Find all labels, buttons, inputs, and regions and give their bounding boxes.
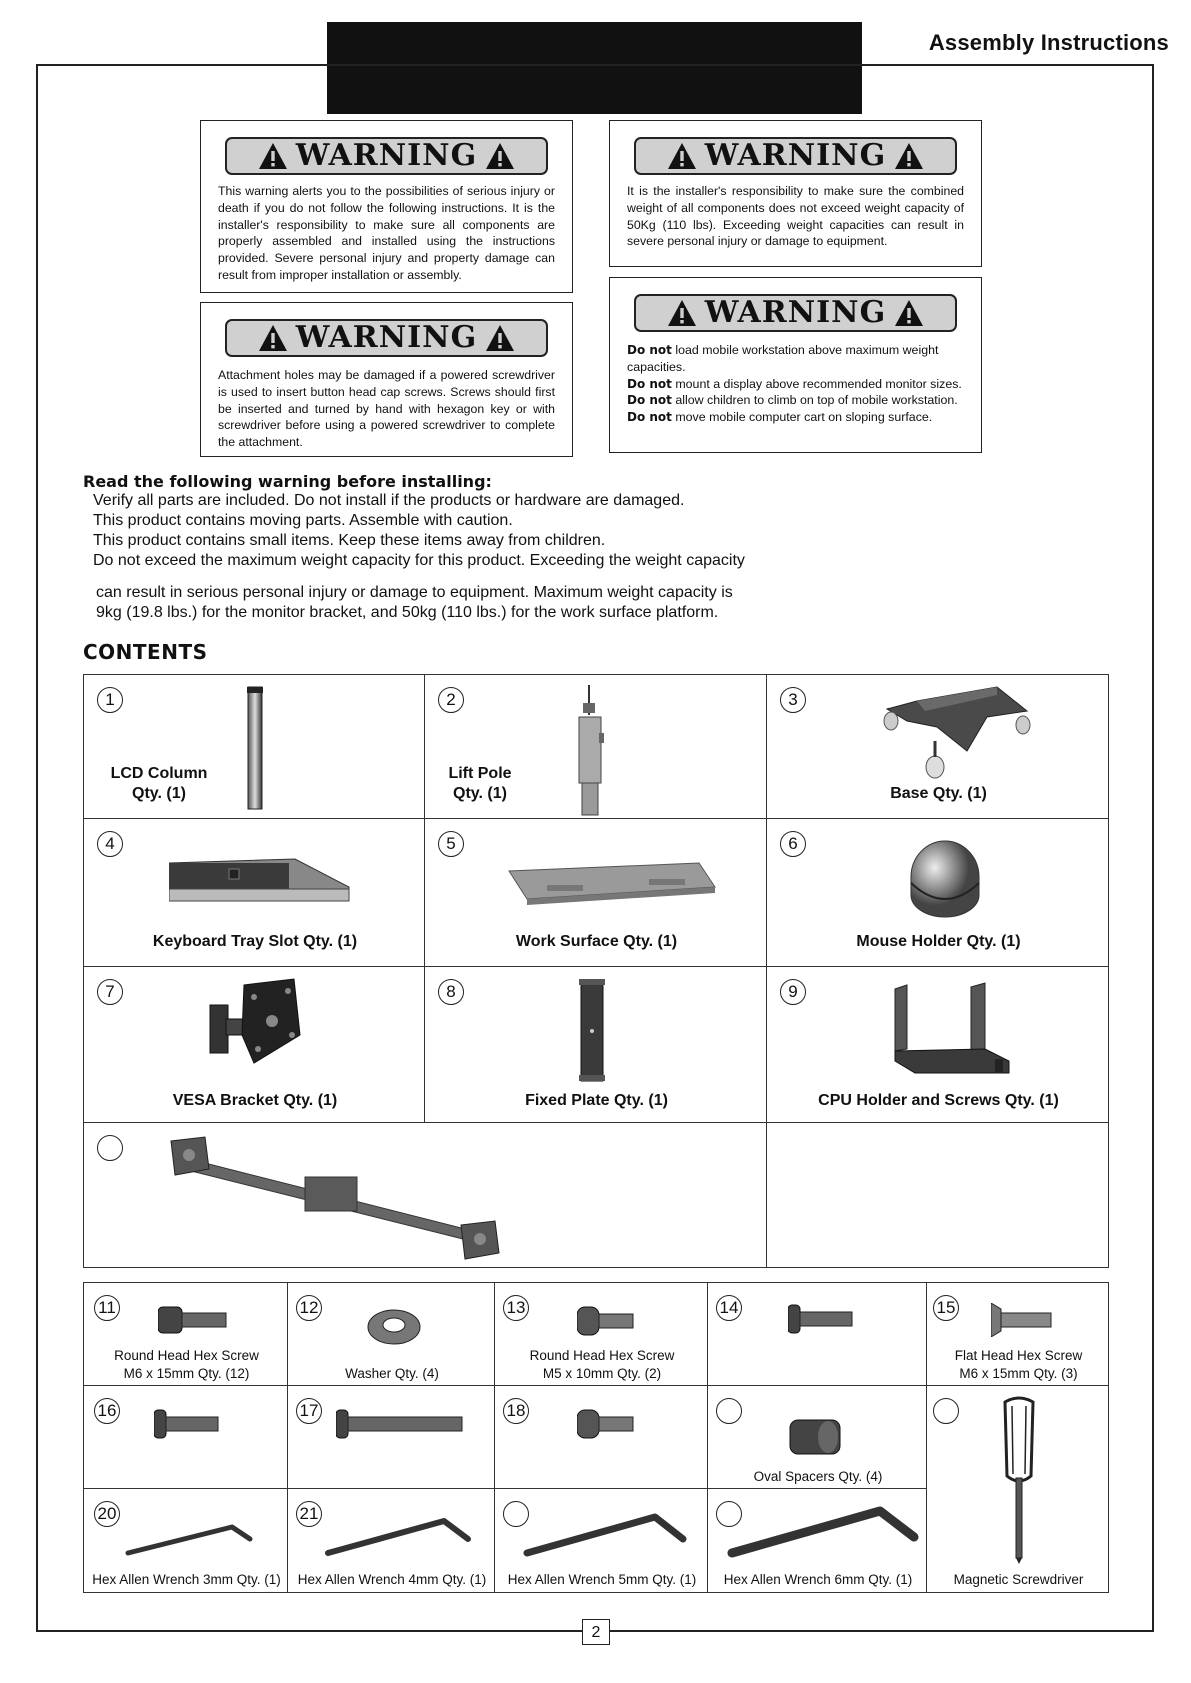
hardware-cell-23 [707,1488,927,1593]
cpu-holder-image [885,979,1015,1079]
hardware-cell-22 [494,1488,708,1593]
part-cell-6 [766,818,1109,967]
hex-wrench-image [724,1501,924,1563]
hardware-name: Round Head Hex Screw [114,1348,259,1363]
hardware-name: Flat Head Hex Screw [954,1348,1083,1363]
hex-wrench-image [324,1513,474,1559]
warning-heading: WARNING [704,295,887,330]
hardware-number: 14 [716,1295,742,1321]
part-qty: Qty. (1) [132,785,186,802]
part-cell-3 [766,674,1109,819]
hardware-qty: Hex Allen Wrench 6mm Qty. (1) [723,1572,913,1587]
hardware-number: 16 [94,1398,120,1424]
warning-heading: WARNING [704,138,887,173]
part-number: 4 [97,831,123,857]
warning-triangle-icon [894,142,924,170]
warning-box-1 [200,120,573,293]
hardware-number: 17 [296,1398,322,1424]
round-head-screw-image [577,1408,637,1440]
warning-banner [634,294,957,332]
button-head-screw-image [154,1408,224,1440]
hex-wrench-image [521,1507,691,1561]
hardware-qty: Hex Allen Wrench 3mm Qty. (1) [92,1572,281,1587]
part-label: Mouse Holder Qty. (1) [856,933,1021,950]
part-number: 6 [780,831,806,857]
round-head-screw-image [158,1305,230,1335]
hardware-cell-19 [707,1385,927,1489]
hardware-number [933,1398,959,1424]
hardware-number: 18 [503,1398,529,1424]
warning-item: Do not load mobile workstation above maximum weight capacities. [627,343,939,374]
part-label: Fixed Plate Qty. (1) [525,1092,668,1109]
warning-heading: WARNING [295,138,478,173]
hardware-cell-20 [83,1488,288,1593]
warning-text: This warning alerts you to the possibilities of serious injury or death if you do not follow the following instructions. It is the installer's responsibility to make sure all components are properly assembled and installed using the instructions provided. Severe personal injury and property damage can result from improper installation or assembly. [218,184,555,282]
screwdriver-image [997,1396,1041,1566]
part-label: VESA Bracket Qty. (1) [172,1092,338,1109]
washer-image [364,1307,424,1347]
mouse-holder-image [905,835,985,921]
part-cell-9 [766,966,1109,1123]
part-number: 9 [780,979,806,1005]
part-cell-7 [83,966,425,1123]
read-line: Do not exceed the maximum weight capacity for this product. Exceeding the weight capacity [93,552,745,569]
read-line: Verify all parts are included. Do not install if the products or hardware are damaged. [93,492,685,509]
button-head-screw-image [788,1303,858,1335]
hardware-cell-screwdriver [926,1385,1109,1593]
part-cell-1 [83,674,425,819]
fixed-plate-image [577,979,607,1083]
hardware-number: 11 [94,1295,120,1321]
part-label: CPU Holder and Screws Qty. (1) [818,1092,1059,1109]
hardware-number: 21 [296,1501,322,1527]
part-label: Base Qty. (1) [890,785,987,802]
part-number: 1 [97,687,123,713]
warning-banner [225,319,548,357]
read-line: can result in serious personal injury or damage to equipment. Maximum weight capacity is [96,584,733,601]
hardware-cell-13 [494,1282,708,1386]
read-line: This product contains moving parts. Assemble with caution. [93,512,513,529]
hardware-qty: Hex Allen Wrench 5mm Qty. (1) [507,1572,697,1587]
hardware-qty: M5 x 10mm Qty. (2) [542,1366,662,1381]
lift-pole-image [571,685,611,817]
round-head-screw-image [577,1305,637,1337]
work-surface-image [499,859,719,909]
part-number: 7 [97,979,123,1005]
empty-cell [766,1122,1109,1268]
warning-triangle-icon [485,324,515,352]
part-name: LCD Column [110,765,208,782]
warning-list [627,342,969,426]
warning-banner [634,137,957,175]
part-cell-8 [424,966,767,1123]
hardware-cell-17 [287,1385,495,1489]
hardware-number [716,1398,742,1424]
part-cell-5 [424,818,767,967]
dual-monitor-arm-image [169,1135,519,1263]
warning-item: Do not move mobile computer cart on sloping surface. [627,410,933,425]
warning-heading: WARNING [295,320,478,355]
warning-triangle-icon [667,142,697,170]
hardware-number: 12 [296,1295,322,1321]
hardware-cell-11 [83,1282,288,1386]
long-screw-image [336,1408,466,1440]
warning-banner [225,137,548,175]
lcd-column-image [244,685,268,813]
warning-box-4 [609,277,982,453]
warning-triangle-icon [258,324,288,352]
warning-item: Do not mount a display above recommended monitor sizes. [627,376,962,391]
warning-triangle-icon [894,299,924,327]
hardware-qty: Magnetic Screwdriver [953,1572,1084,1587]
hardware-qty: M6 x 15mm Qty. (12) [123,1366,250,1381]
hardware-qty: M6 x 15mm Qty. (3) [959,1366,1078,1381]
keyboard-tray-slot-image [169,857,369,909]
hardware-qty: Hex Allen Wrench 4mm Qty. (1) [297,1572,487,1587]
hex-wrench-image [124,1519,254,1559]
hardware-number: 20 [94,1501,120,1527]
part-number: 3 [780,687,806,713]
part-qty: Qty. (1) [453,785,507,802]
base-image [877,681,1037,781]
oval-spacer-image [788,1414,844,1458]
part-cell-4 [83,818,425,967]
hardware-cell-16 [83,1385,288,1489]
read-heading: Read the following warning before installing: [83,472,492,491]
warning-item: Do not allow children to climb on top of mobile workstation. [627,393,958,408]
part-label: Keyboard Tray Slot Qty. (1) [152,933,358,950]
contents-heading: CONTENTS [83,640,208,664]
warning-text: It is the installer's responsibility to make sure the combined weight of all components does not exceed weight capacity of 50Kg (110 lbs). Exceeding weight capacities can result in severe personal injury or damage to equipment. [627,184,964,249]
warning-text: Attachment holes may be damaged if a powered screwdriver is used to insert button head cap screws. Screws should first be inserted and turned by hand with hexagon key or with screwdriver before using a powered screwdriver to complete the attachment. [218,368,555,450]
part-number: 2 [438,687,464,713]
part-cell-2 [424,674,767,819]
hardware-number: 13 [503,1295,529,1321]
warning-triangle-icon [485,142,515,170]
flat-head-screw-image [991,1303,1055,1337]
hardware-name: Round Head Hex Screw [529,1348,675,1363]
read-line: This product contains small items. Keep these items away from children. [93,532,606,549]
header-title: Assembly Instructions [928,30,1169,55]
part-cell-10 [83,1122,767,1268]
part-number: 5 [438,831,464,857]
part-number [97,1135,123,1161]
part-number: 8 [438,979,464,1005]
hardware-qty: Oval Spacers Qty. (4) [753,1469,883,1484]
hardware-cell-12 [287,1282,495,1386]
hardware-cell-15 [926,1282,1109,1386]
warning-box-3 [200,302,573,457]
vesa-bracket-image [204,975,304,1075]
warning-triangle-icon [667,299,697,327]
hardware-qty: Washer Qty. (4) [345,1366,439,1381]
hardware-number: 15 [933,1295,959,1321]
hardware-cell-21 [287,1488,495,1593]
warning-triangle-icon [258,142,288,170]
part-label: Work Surface Qty. (1) [515,933,678,950]
read-line: 9kg (19.8 lbs.) for the monitor bracket, and 50kg (110 lbs.) for the work surface platform. [96,604,719,621]
hardware-cell-14 [707,1282,927,1386]
part-name: Lift Pole [448,765,512,782]
warning-box-2 [609,120,982,267]
hardware-cell-18 [494,1385,708,1489]
page-number: 2 [582,1619,610,1645]
